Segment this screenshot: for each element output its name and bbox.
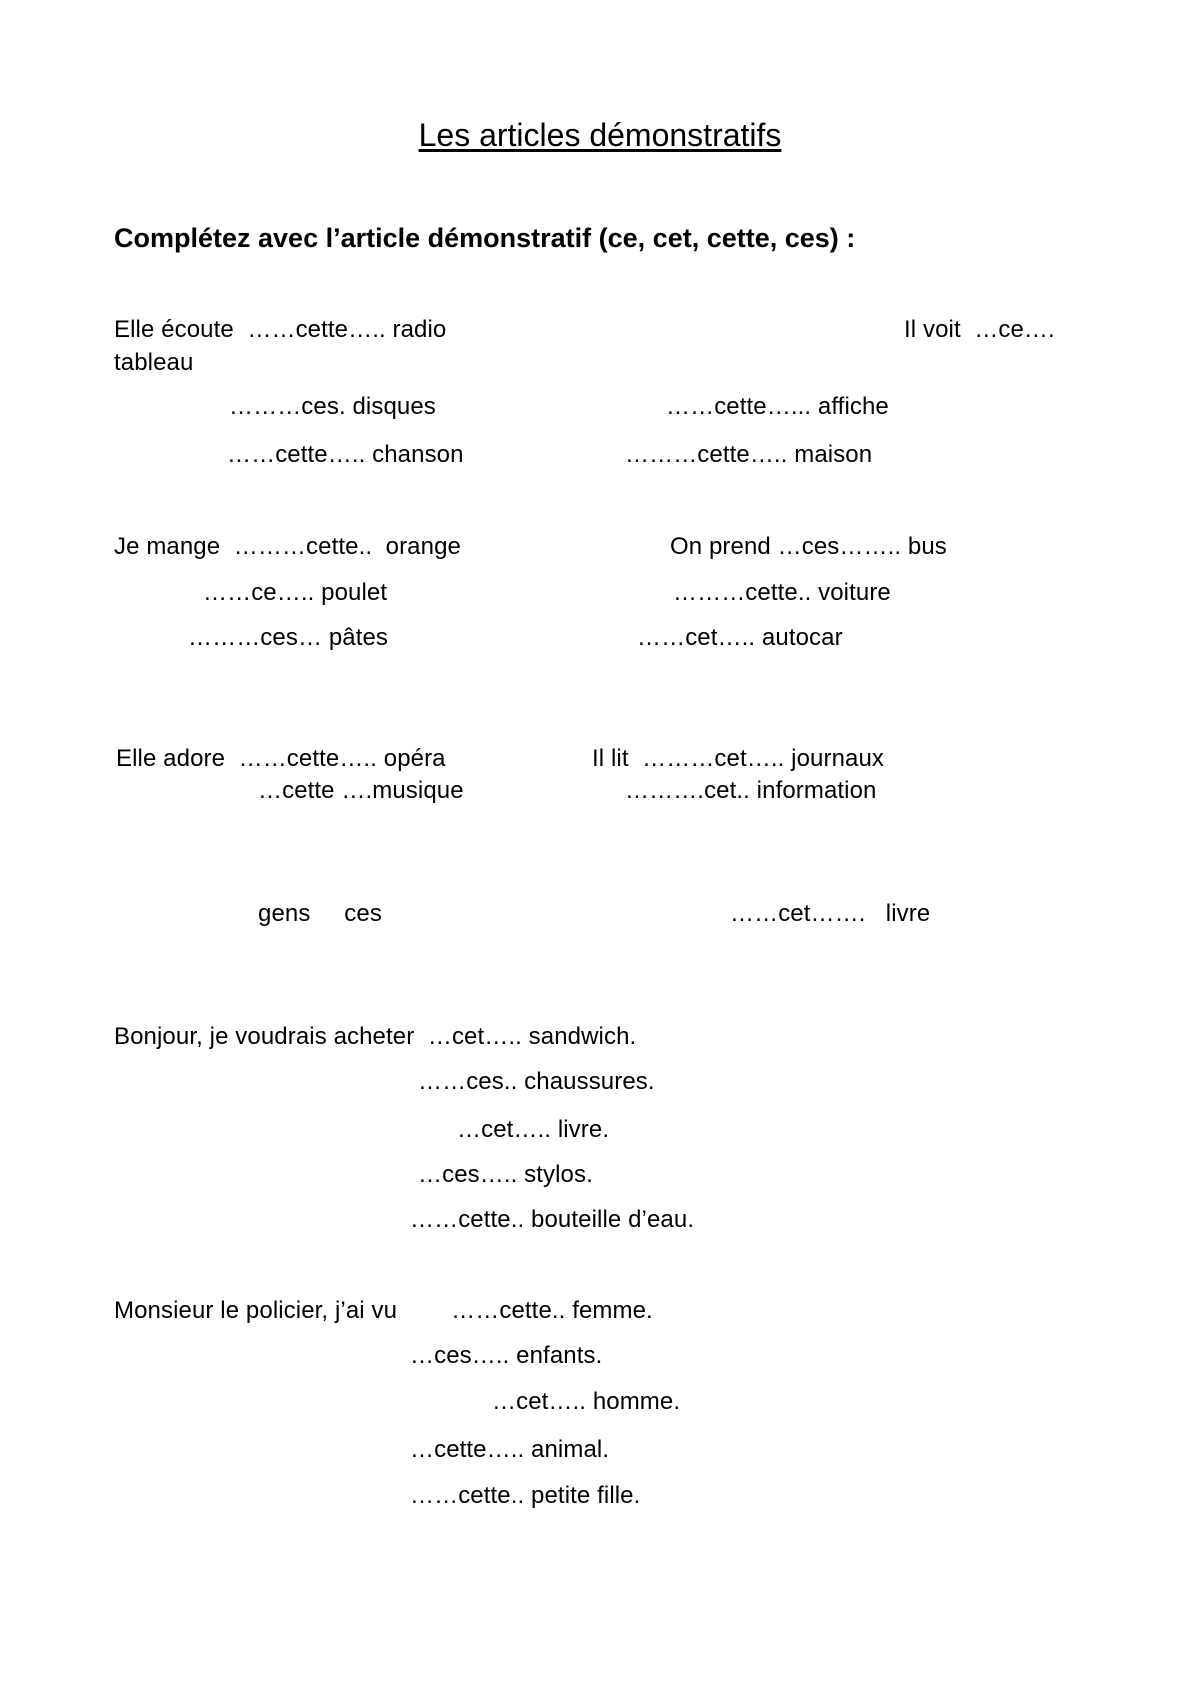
group6-item: ……cette.. petite fille.: [410, 1482, 641, 1509]
group4-left-item: gens ces: [258, 900, 382, 927]
group1-left-intro-wrap: tableau: [114, 349, 194, 376]
group2-left-item: ………ces… pâtes: [188, 624, 389, 651]
group2-right-item: ……cet….. autocar: [637, 624, 843, 651]
group1-right-item: ………cette….. maison: [625, 441, 873, 468]
group2-right-item: ………cette.. voiture: [673, 579, 891, 606]
group1-left-intro: Elle écoute ……cette….. radio: [114, 316, 447, 343]
group2-left-intro: Je mange ………cette.. orange: [114, 533, 461, 560]
group3-right-intro: Il lit ………cet….. journaux: [592, 745, 885, 772]
group6-item: …ces….. enfants.: [410, 1342, 603, 1369]
group1-right-intro: Il voit …ce….: [904, 316, 1055, 343]
group4-right-item: ……cet……. livre: [730, 900, 931, 927]
page-title: Les articles démonstratifs: [418, 117, 782, 153]
group2-left-item: ……ce….. poulet: [203, 579, 388, 606]
group5-item: …ces….. stylos.: [418, 1161, 593, 1188]
group2-right-intro: On prend …ces…….. bus: [670, 533, 947, 560]
group3-left-item: …cette ….musique: [258, 777, 464, 804]
group5-item: ……ces.. chaussures.: [418, 1068, 655, 1095]
group3-right-item: ……….cet.. information: [625, 777, 877, 804]
group5-item: ……cette.. bouteille d’eau.: [410, 1206, 695, 1233]
group6-item: …cette….. animal.: [410, 1436, 610, 1463]
group3-left-intro: Elle adore ……cette….. opéra: [116, 745, 446, 772]
group5-item: …cet….. livre.: [457, 1116, 610, 1143]
group1-left-item: ……cette….. chanson: [227, 441, 464, 468]
group1-right-item: ……cette…... affiche: [666, 393, 889, 420]
group5-intro: Bonjour, je voudrais acheter …cet….. sandwich.: [114, 1023, 637, 1050]
group6-item: …cet….. homme.: [492, 1388, 681, 1415]
group6-intro: Monsieur le policier, j’ai vu ……cette.. femme.: [114, 1297, 653, 1324]
group1-left-item: ………ces. disques: [229, 393, 436, 420]
instruction: Complétez avec l’article démonstratif (ce, cet, cette, ces) :: [114, 223, 856, 253]
